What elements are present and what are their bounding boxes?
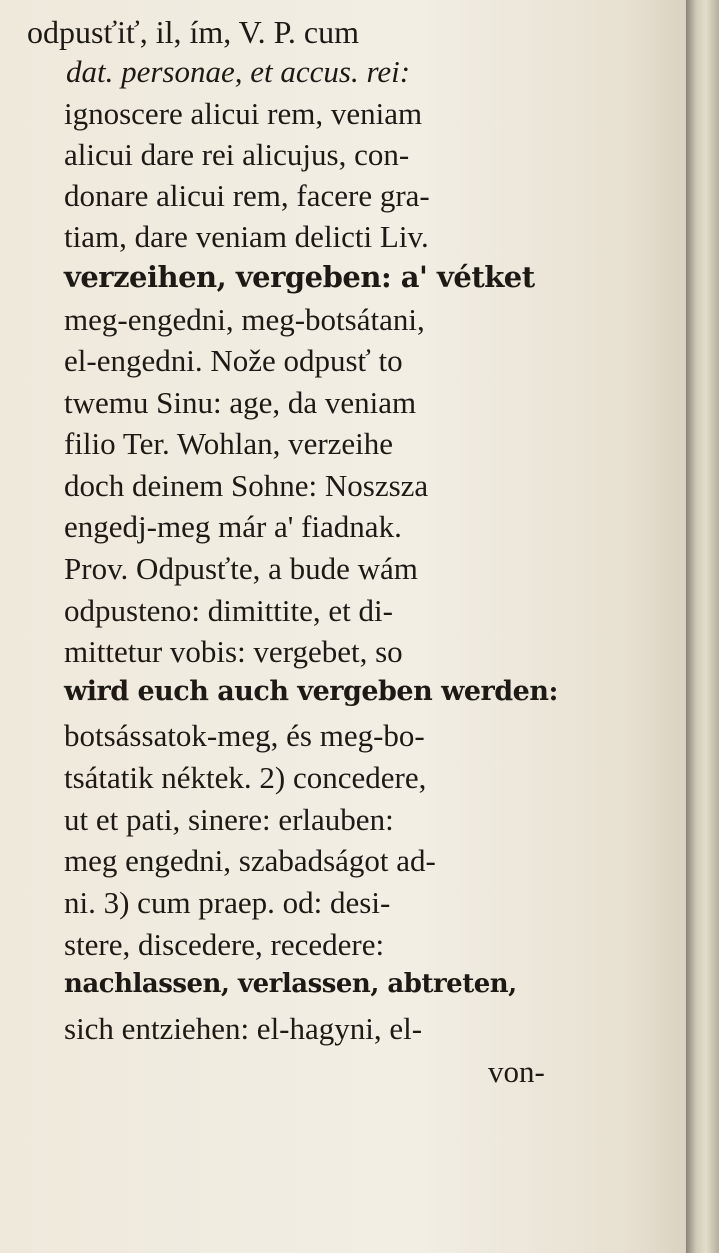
text-line: doch deinem Sohne: Noszsza (64, 468, 429, 503)
text-line: tsátatik néktek. 2) concedere, (64, 760, 427, 795)
text-line: el-engedni. Nože odpusť to (64, 343, 403, 378)
text-line: filio Ter. Wohlan, verzeihe (64, 426, 394, 461)
text-line: alicui dare rei alicujus, con- (64, 137, 410, 172)
text-line: botsássatok-meg, és meg-bo- (64, 718, 425, 753)
text-line: twemu Sinu: age, da veniam (64, 385, 417, 420)
text-line: ignoscere alicui rem, veniam (64, 96, 423, 131)
text-line: meg engedni, szabadságot ad- (64, 843, 436, 878)
text-line: Prov. Odpusťte, a bude wám (64, 551, 418, 586)
text-line: nachlassen, verlassen, abtreten, (64, 969, 517, 999)
text-line: donare alicui rem, facere gra- (64, 178, 430, 213)
text-line: stere, discedere, recedere: (64, 927, 385, 962)
text-line: odpusteno: dimittite, et di- (64, 593, 393, 628)
text-line: mittetur vobis: vergebet, so (64, 634, 403, 669)
text-line: dat. personae, et accus. rei: (66, 54, 411, 89)
text-line: wird euch auch vergeben werden: (64, 676, 558, 707)
text-line: meg-engedni, meg-botsátani, (64, 302, 425, 337)
text-line: odpusťiť, il, ím, V. P. cum (27, 14, 359, 50)
text-line: von- (488, 1054, 545, 1089)
text-line: sich entziehen: el-hagyni, el- (64, 1011, 423, 1046)
text-line: ut et pati, sinere: erlauben: (64, 802, 394, 837)
text-line: tiam, dare veniam delicti Liv. (64, 219, 429, 254)
text-line: verzeihen, vergeben: a' vétket (64, 260, 535, 294)
text-line: ni. 3) cum praep. od: desi- (64, 885, 391, 920)
text-line: engedj-meg már a' fiadnak. (64, 509, 402, 544)
